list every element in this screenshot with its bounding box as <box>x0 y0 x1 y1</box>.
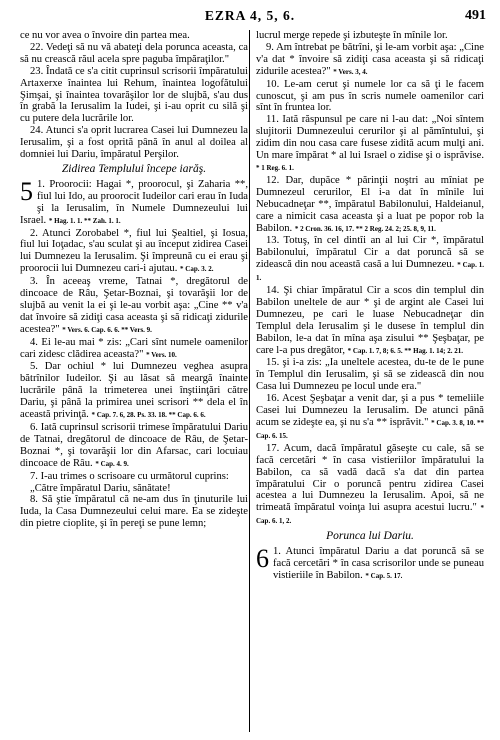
verse-5-16 <box>256 393 484 443</box>
verse-5-6 <box>20 422 248 471</box>
cross-reference: * Cap. 5. 17. <box>365 571 403 580</box>
right-column <box>256 30 484 583</box>
verse-5-7: 7. I-au trimes o scrisoare cu următorul cuprins: <box>30 470 229 482</box>
cross-reference: * Cap. 1. 7, 8; 6. 5. ** Hag. 1. 14; 2. 21. <box>347 346 463 355</box>
verse-5-14-text: 14. Şi chiar împăratul Cir a scos din templul din Babilon uneltele de aur * şi de argint ale Casei lui Dumnezeu, pe cari le luase Nebucadneţar din Templul dela Ierusalim şi le dusese în templul din Babilon, le-a dat în mîna aşa zisului ** Şeşbaţar, pe care l-a pus dregător, <box>256 285 484 356</box>
verse-5-7-letter: „Către împăratul Dariu, sănătate! <box>30 482 171 494</box>
left-column <box>20 30 248 530</box>
chapter-number: 5 <box>20 176 33 206</box>
verse-5-2 <box>20 228 248 277</box>
verse-5-9-text: 9. Am întrebat pe bătrîni, şi le-am vorbit aşa: „Cine v'a dat * învoire să zidiţi casa aceasta şi să ridicaţi zidurile acestea?" <box>256 41 484 77</box>
cross-reference: * Hag. 1. 1. ** Zah. 1. 1. <box>48 216 121 225</box>
cross-reference: * 2 Cron. 36. 16, 17. ** 2 Reg. 24. 2; 25. 8, 9, 11. <box>294 224 436 233</box>
verse-24: 24. Atunci s'a oprit lucrarea Casei lui Dumnezeu la Ierusalim, şi a fost oprită până în anul al doilea al domniei lui Dariu, împăratul Perşilor. <box>20 125 248 161</box>
verse-5-2-text: 2. Atunci Zorobabel *, fiul lui Şealtiel, şi Iosua, fiul lui Ioţadac, s'au sculat şi au început zidirea Casei lui Dumnezeu la Ierusalim. Şi împreună cu ei erau şi proorocii lui Dumnezeu cari-i ajutau. <box>20 227 248 275</box>
verse-5-8: 8. Să ştie împăratul că ne-am dus în ţinuturile lui Iuda, la Casa Dumnezeului celui mare. Ea se zideşte din pietre cioplite, şi în pereţi se pune lemn; <box>20 494 248 530</box>
cross-reference: * Vers. 10. <box>146 350 177 359</box>
verse-5-1-text: 1. Proorocii: Hagai *, proorocul, şi Zaharia **, fiul lui Ido, au proorocit Iudeilor cari erau în Iuda şi la Ierusalim, în Numele Dumnezeului lui Israel. <box>20 178 248 226</box>
cross-reference: * Vers. 6. Cap. 6. 6. ** Vers. 9. <box>62 325 152 334</box>
running-title: EZRA 4, 5, 6. <box>204 8 296 23</box>
verse-5-5 <box>20 361 248 422</box>
verse-5-10: 10. Le-am cerut şi numele lor ca să ţi le facem cunoscut, şi am pus în scris numele oamenilor cari sînt în fruntea lor. <box>256 78 484 114</box>
cross-reference: * 1 Reg. 6. 1. <box>256 163 294 172</box>
verse-5-4-text: 4. Ei le-au mai * zis: „Cari sînt numele oamenilor cari zidesc clădirea aceasta?" <box>20 336 248 360</box>
page-header <box>0 6 500 30</box>
verse-5-15: 15. şi i-a zis: „Ia uneltele acestea, du-te de le pune în Templul din Ierusalim, şi să se zidească din nou Casa lui Dumnezeu pe locul unde era." <box>256 357 484 393</box>
verse-22: 22. Vedeţi să nu vă abateţi dela porunca aceasta, ca să nu crească răul acela spre paguba împăraţilor." <box>20 41 248 65</box>
column-divider <box>249 30 250 732</box>
verse-5-17-text: 17. Acum, dacă împăratul găseşte cu cale, să se facă cercetări * în casa vistieriilor împăratului la Babilon, ca să vadă dacă s'a dat din partea împăratului Cir o poruncă pentru zidirea Casei acestea a lui Dumnezeu la Ierusalim. Apoi, să ne trimeată împăratul voinţa lui asupra acestui lucru." <box>256 442 484 514</box>
cross-reference: * Cap. 1. 1. <box>256 261 484 283</box>
verse-5-17 <box>256 443 484 528</box>
cross-reference: * Cap. 3. 8, 10. ** Cap. 6. 15. <box>256 419 484 440</box>
cross-reference: * Vers. 3, 4. <box>333 67 368 76</box>
cross-reference: * Cap. 7. 6, 28. Ps. 33. 18. ** Cap. 6. 6. <box>91 411 206 420</box>
page-number: 491 <box>465 8 486 23</box>
verse-5-16-text: 16. Acest Şeşbaţar a venit dar, şi a pus * temeliile Casei lui Dumnezeu la Ierusalim. De atunci până acum se zideşte ea, şi nu s'a ** isprăvit." <box>256 393 484 428</box>
verse-5-13-text: 13. Totuş, în cel dintîi an al lui Cir *, împăratul Babilonului, împăratul Cir a dat poruncă să se zidească din nou această casă a lui Dumnezeu. <box>256 235 484 271</box>
section-heading: Porunca lui Dariu. <box>326 530 414 543</box>
verse-5-3-text: 3. În aceeaş vreme, Tatnai *, dregătorul de dincoace de Râu, Şetar-Boznai, şi tovarăşii lor de slujbă au venit la ei şi le-au vorbit aşa: „Cine ** v'a dat învoire să zidiţi casa aceasta şi să ridicaţi zidurile acestea?" <box>20 276 248 335</box>
cross-reference: * Cap. 4. 9. <box>95 459 129 468</box>
section-heading: Zidirea Templului începe iarăş. <box>61 162 207 175</box>
verse-5-12-text: 12. Dar, dupăce * părinţii noştri au mîniat pe Dumnezeul cerurilor, El i-a dat în mînile lui Nebucadneţar **, împăratul Babilonului, Haldeianul, care a nimicit casa aceasta şi a luat pe popor rob la Babilon. <box>256 174 484 234</box>
verse-6-1-text: 1. Atunci împăratul Dariu a dat poruncă să se facă cercetări * în casa scrisorilor unde se puneau vistieriile în Babilon. <box>273 546 484 581</box>
verse-23: 23. Îndată ce s'a citit cuprinsul scrisorii împăratului Artaxerxe înaintea lui Rehum, înaintea logofătului Şimşai, şi înaintea tovarăşilor lor de slujbă, s'au dus în grabă la Ierusalim la Iudei, şi i-au oprit cu silă şi cu putere dela lucrările lor. <box>20 65 248 125</box>
verse-5-14 <box>256 285 484 357</box>
verse-5-4 <box>20 337 248 362</box>
verse-text: ce nu vor avea o învoire din partea mea. <box>20 30 190 41</box>
verse-5-11-text: 11. Iată răspunsul pe care ni l-au dat: „Noi sîntem slujitorii Dumnezeului cerurilor şi al pămîntului, şi zidim din nou casa care fusese zidită acum mulţi ani. Un mare împărat * al lui Israel o zidise şi o isprăvise. <box>256 114 484 162</box>
verse-text: lucrul merge repede şi izbuteşte în mînile lor. <box>256 30 448 41</box>
verse-5-6-text: 6. Iată cuprinsul scrisorii trimese împăratului Dariu de Tatnai, dregătorul de dincoace de Râu, de Şetar-Boznai *, şi tovarăşii lor din Afarsac, cari locuiau dincoace de Râu. <box>20 422 248 469</box>
verse-5-13 <box>256 235 484 285</box>
cross-reference: * Cap. 3. 2. <box>180 265 214 274</box>
verse-5-1 <box>20 176 248 228</box>
verse-5-3 <box>20 276 248 337</box>
verse-5-5-text: 5. Dar ochiul * lui Dumnezeu veghea asupra bătrînilor Iudeilor. Şi au lăsat să meargă înainte lucrările până la trimeterea unei înştiinţări către Dariu, şi până la primirea unei scrisori ** dela el în această privinţă. <box>20 361 248 421</box>
verse-5-11 <box>256 114 484 175</box>
verse-5-12 <box>256 175 484 236</box>
cross-reference: * Cap. 6. 1, 2. <box>256 504 485 526</box>
verse-6-1 <box>256 546 484 583</box>
chapter-number: 6 <box>256 544 269 574</box>
verse-5-9 <box>256 42 484 79</box>
